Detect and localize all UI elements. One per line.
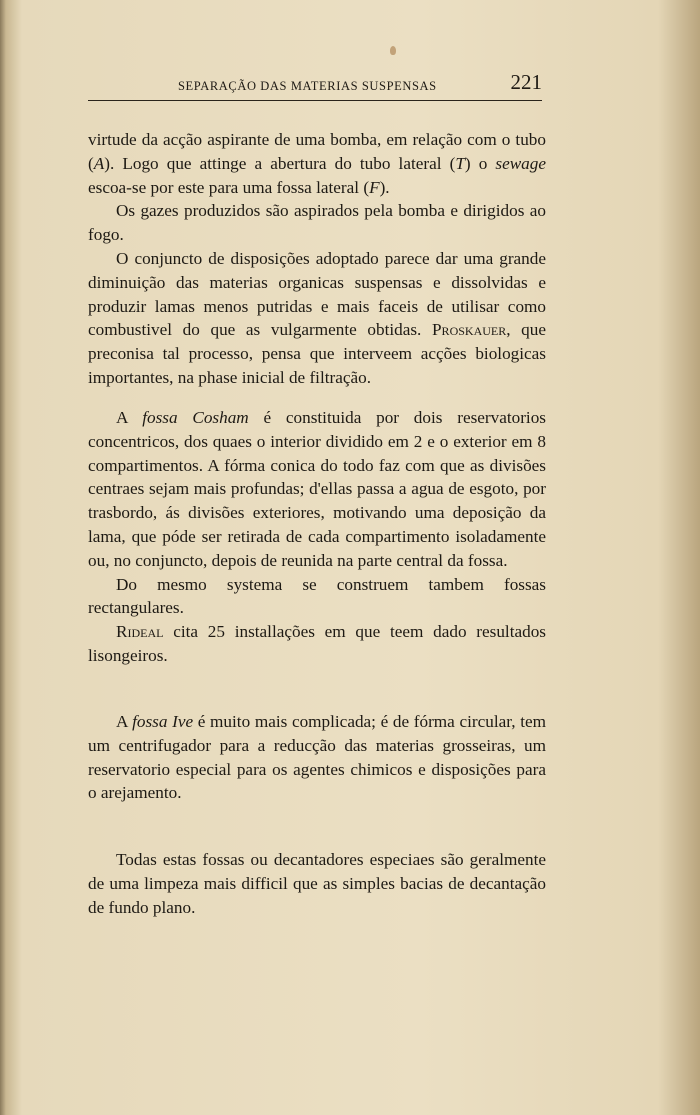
text: ) o bbox=[464, 153, 496, 173]
italic-text: fossa Ive bbox=[132, 712, 194, 731]
italic-text: A bbox=[93, 153, 105, 173]
paragraph-8: Todas estas fossas ou decantadores especiaes são geralmente de uma limpeza mais difficil que as simples bacias de decantação de fundo plano. bbox=[88, 850, 546, 917]
text-block-4 bbox=[88, 848, 546, 919]
text-block-1 bbox=[88, 128, 546, 390]
text: A bbox=[116, 408, 143, 427]
text-block-3 bbox=[88, 710, 546, 805]
paragraph-2: Os gazes produzidos são aspirados pela bomba e dirigidos ao fogo. bbox=[88, 201, 546, 245]
text: O conjuncto de disposições adoptado parece dar uma grande diminuição das materias organicas suspensas e dissolvidas e produzir lamas menos putridas e mais faceis de utilisar como combustivel do que as vulgarmente obtidas. bbox=[88, 248, 546, 340]
page-number: 221 bbox=[510, 70, 542, 94]
running-head: SEPARAÇÃO DAS MATERIAS SUSPENSAS bbox=[178, 79, 437, 93]
paragraph-3 bbox=[88, 247, 546, 390]
text: ). Logo que attinge a abertura do tubo lateral ( bbox=[104, 153, 456, 173]
paragraph-6 bbox=[88, 620, 546, 668]
author-name: Proskauer bbox=[432, 320, 507, 340]
paragraph-5: Do mesmo systema se construem tambem fossas rectangulares. bbox=[88, 574, 546, 618]
text: é muito mais complicada; é de fórma circular, tem um centrifugador para a reducção das materias grosseiras, um reservatorio especial para os agentes chimicos e disposições para o arejamento. bbox=[88, 712, 546, 803]
text: cita 25 installações em que teem dado resultados lisongeiros. bbox=[88, 622, 546, 665]
italic-text: fossa Cosham bbox=[142, 408, 249, 427]
text: é constituida por dois reservatorios concentricos, dos quaes o interior dividido em 2 e o exterior em 8 compartimentos. A fórma conica do todo faz com que as divisões centraes sejam mais profundas; d'ellas passa a agua de esgoto, por trasbordo, ás divisões exteriores, motivando uma deposição da lama, que póde ser retirada de cada compartimento isoladamente ou, no conjuncto, depois de reunida na parte central da fossa. bbox=[88, 408, 546, 570]
text: A bbox=[116, 712, 133, 731]
paragraph-4 bbox=[88, 406, 546, 573]
italic-text: sewage bbox=[495, 153, 546, 173]
italic-text: F bbox=[369, 177, 380, 197]
italic-text: T bbox=[455, 153, 465, 173]
paragraph-1 bbox=[88, 128, 546, 199]
paragraph-7 bbox=[88, 710, 546, 805]
ink-spot bbox=[390, 46, 396, 55]
text: escoa-se por este para uma fossa lateral ( bbox=[88, 177, 370, 197]
text: , que preconisa tal processo, pensa que interveem acções biologicas importantes, na phase inicial de filtração. bbox=[88, 320, 546, 387]
author-name: Rideal bbox=[116, 622, 164, 642]
text: ). bbox=[379, 177, 390, 197]
text: virtude da acção aspirante de uma bomba, em relação com o tubo ( bbox=[88, 130, 546, 173]
page-header bbox=[88, 66, 542, 101]
text-block-2 bbox=[88, 406, 546, 668]
